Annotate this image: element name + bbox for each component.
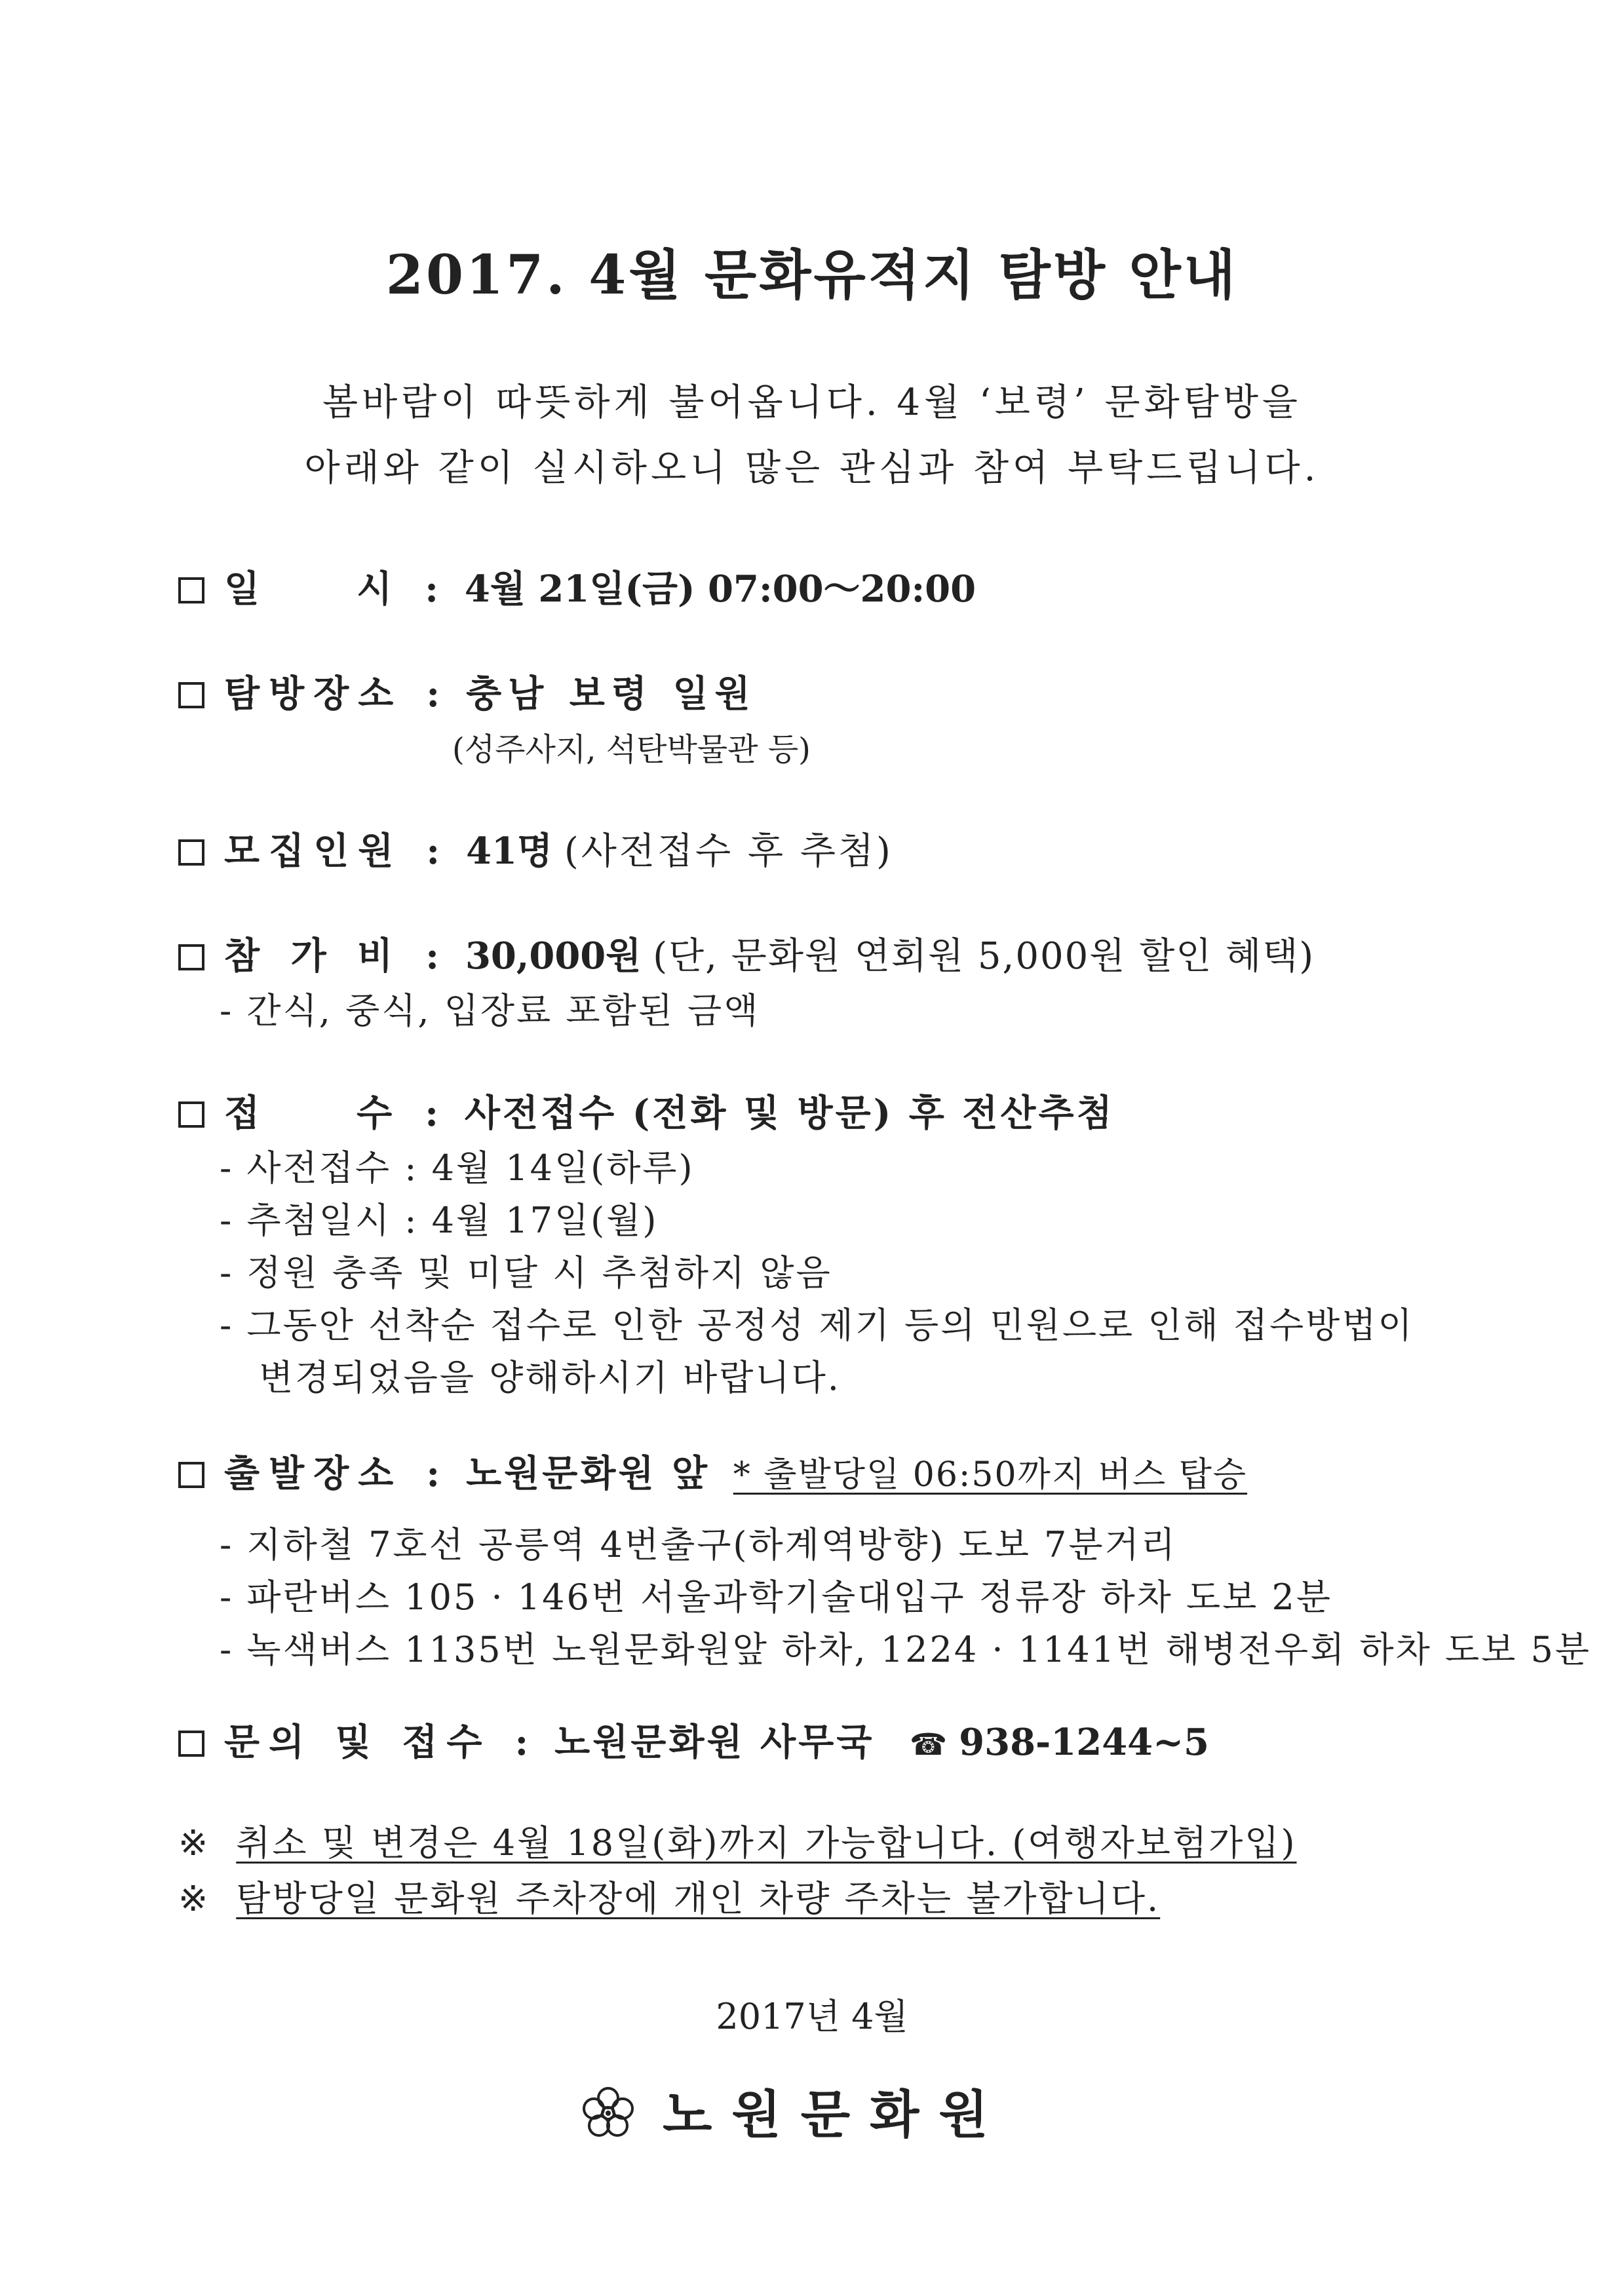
section-value: 사전접수 (전화 및 방문) 후 전산추첨 <box>464 1092 1115 1135</box>
notice-cancel <box>178 1815 1297 1866</box>
section-label: 참 가 비 <box>224 934 402 978</box>
intro-line-1: 봄바람이 따뜻하게 불어옵니다. 4월 ‘보령’ 문화탐방을 <box>322 381 1302 424</box>
departure-note: - 파란버스 105 · 146번 서울과학기술대입구 정류장 하차 도보 2분 <box>220 1577 1332 1618</box>
section-value: 30,000원 <box>465 934 642 978</box>
place-detail: (성주사지, 석탄박물관 등) <box>452 731 811 768</box>
checkbox-icon <box>178 1101 204 1128</box>
departure-highlight: * 출발당일 06:50까지 버스 탑승 <box>733 1455 1248 1495</box>
reception-note: 변경되었음을 양해하시기 바랍니다. <box>259 1357 841 1398</box>
section-detail: (단, 문화원 연회원 5,000원 할인 혜택) <box>653 935 1315 978</box>
reference-mark: ※ <box>178 1878 210 1919</box>
section-value: 노원문화원 앞 <box>466 1452 710 1495</box>
checkbox-icon <box>178 1731 204 1757</box>
notice-parking <box>178 1871 1160 1921</box>
organization-signature <box>580 2074 1008 2147</box>
checkbox-icon <box>178 682 204 708</box>
checkbox-icon <box>178 839 204 866</box>
document-date: 2017년 4월 <box>716 1996 908 2037</box>
section-value: 41명 <box>466 830 553 873</box>
reception-note: - 추첨일시 : 4월 17일(월) <box>220 1200 659 1241</box>
contact-phone: 938-1244~5 <box>959 1721 1210 1764</box>
phone-icon: ☎ <box>909 1727 948 1762</box>
section-label: 탐방장소 <box>224 672 403 716</box>
organization-name: 노원문화원 <box>663 2085 1008 2145</box>
document-title: 2017. 4월 문화유적지 탐방 안내 <box>385 244 1239 307</box>
notice-text: 탐방당일 문화원 주차장에 개인 차량 주차는 불가합니다. <box>236 1878 1161 1919</box>
reference-mark: ※ <box>178 1822 210 1864</box>
section-departure: 출발장소 : 노원문화원 앞 * 출발당일 06:50까지 버스 탑승 <box>178 1445 1247 1497</box>
section-value: 노원문화원 사무국 <box>554 1721 875 1764</box>
departure-note: - 녹색버스 1135번 노원문화원앞 하차, 1224 · 1141번 해병전우회 하차 도보 5분 <box>220 1629 1591 1670</box>
section-label: 모집인원 <box>224 830 403 873</box>
section-label: 문의 및 접수 <box>224 1721 492 1764</box>
section-label: 접 수 <box>224 1092 402 1135</box>
section-detail: (사전접수 후 추첨) <box>564 830 893 873</box>
fee-note: - 간식, 중식, 입장료 포함된 금액 <box>220 990 760 1031</box>
section-value: 4월 21일(금) 07:00～20:00 <box>464 567 976 611</box>
checkbox-icon <box>178 944 204 970</box>
intro-line-2: 아래와 같이 실시하오니 많은 관심과 참여 부탁드립니다. <box>304 447 1320 489</box>
reception-note: - 그동안 선착순 접수로 인한 공정성 제기 등의 민원으로 인해 접수방법이 <box>220 1305 1414 1346</box>
section-label: 출발장소 <box>224 1452 403 1495</box>
checkbox-icon <box>178 1462 204 1488</box>
section-reception: 접 수 : 사전접수 (전화 및 방문) 후 전산추첨 <box>178 1084 1115 1137</box>
checkbox-icon <box>178 577 204 603</box>
flower-emblem-icon <box>580 2085 636 2141</box>
reception-note: - 정원 충족 및 미달 시 추첨하지 않음 <box>220 1252 832 1293</box>
section-contact: 문의 및 접수 : 노원문화원 사무국 ☎ 938-1244~5 <box>178 1713 1209 1766</box>
section-datetime: 일 시 : 4월 21일(금) 07:00～20:00 <box>178 560 976 613</box>
section-recruit: 모집인원 : 41명 (사전접수 후 추첨) <box>178 822 893 875</box>
departure-note: - 지하철 7호선 공릉역 4번출구(하계역방향) 도보 7분거리 <box>220 1524 1177 1565</box>
section-value: 충남 보령 일원 <box>466 672 757 716</box>
section-label: 일 시 <box>224 567 402 611</box>
section-fee: 참 가 비 : 30,000원 (단, 문화원 연회원 5,000원 할인 혜택) <box>178 927 1315 980</box>
section-place: 탐방장소 : 충남 보령 일원 <box>178 665 757 718</box>
notice-text: 취소 및 변경은 4월 18일(화)까지 가능합니다. (여행자보험가입) <box>236 1822 1297 1864</box>
reception-note: - 사전접수 : 4월 14일(하루) <box>220 1147 695 1189</box>
